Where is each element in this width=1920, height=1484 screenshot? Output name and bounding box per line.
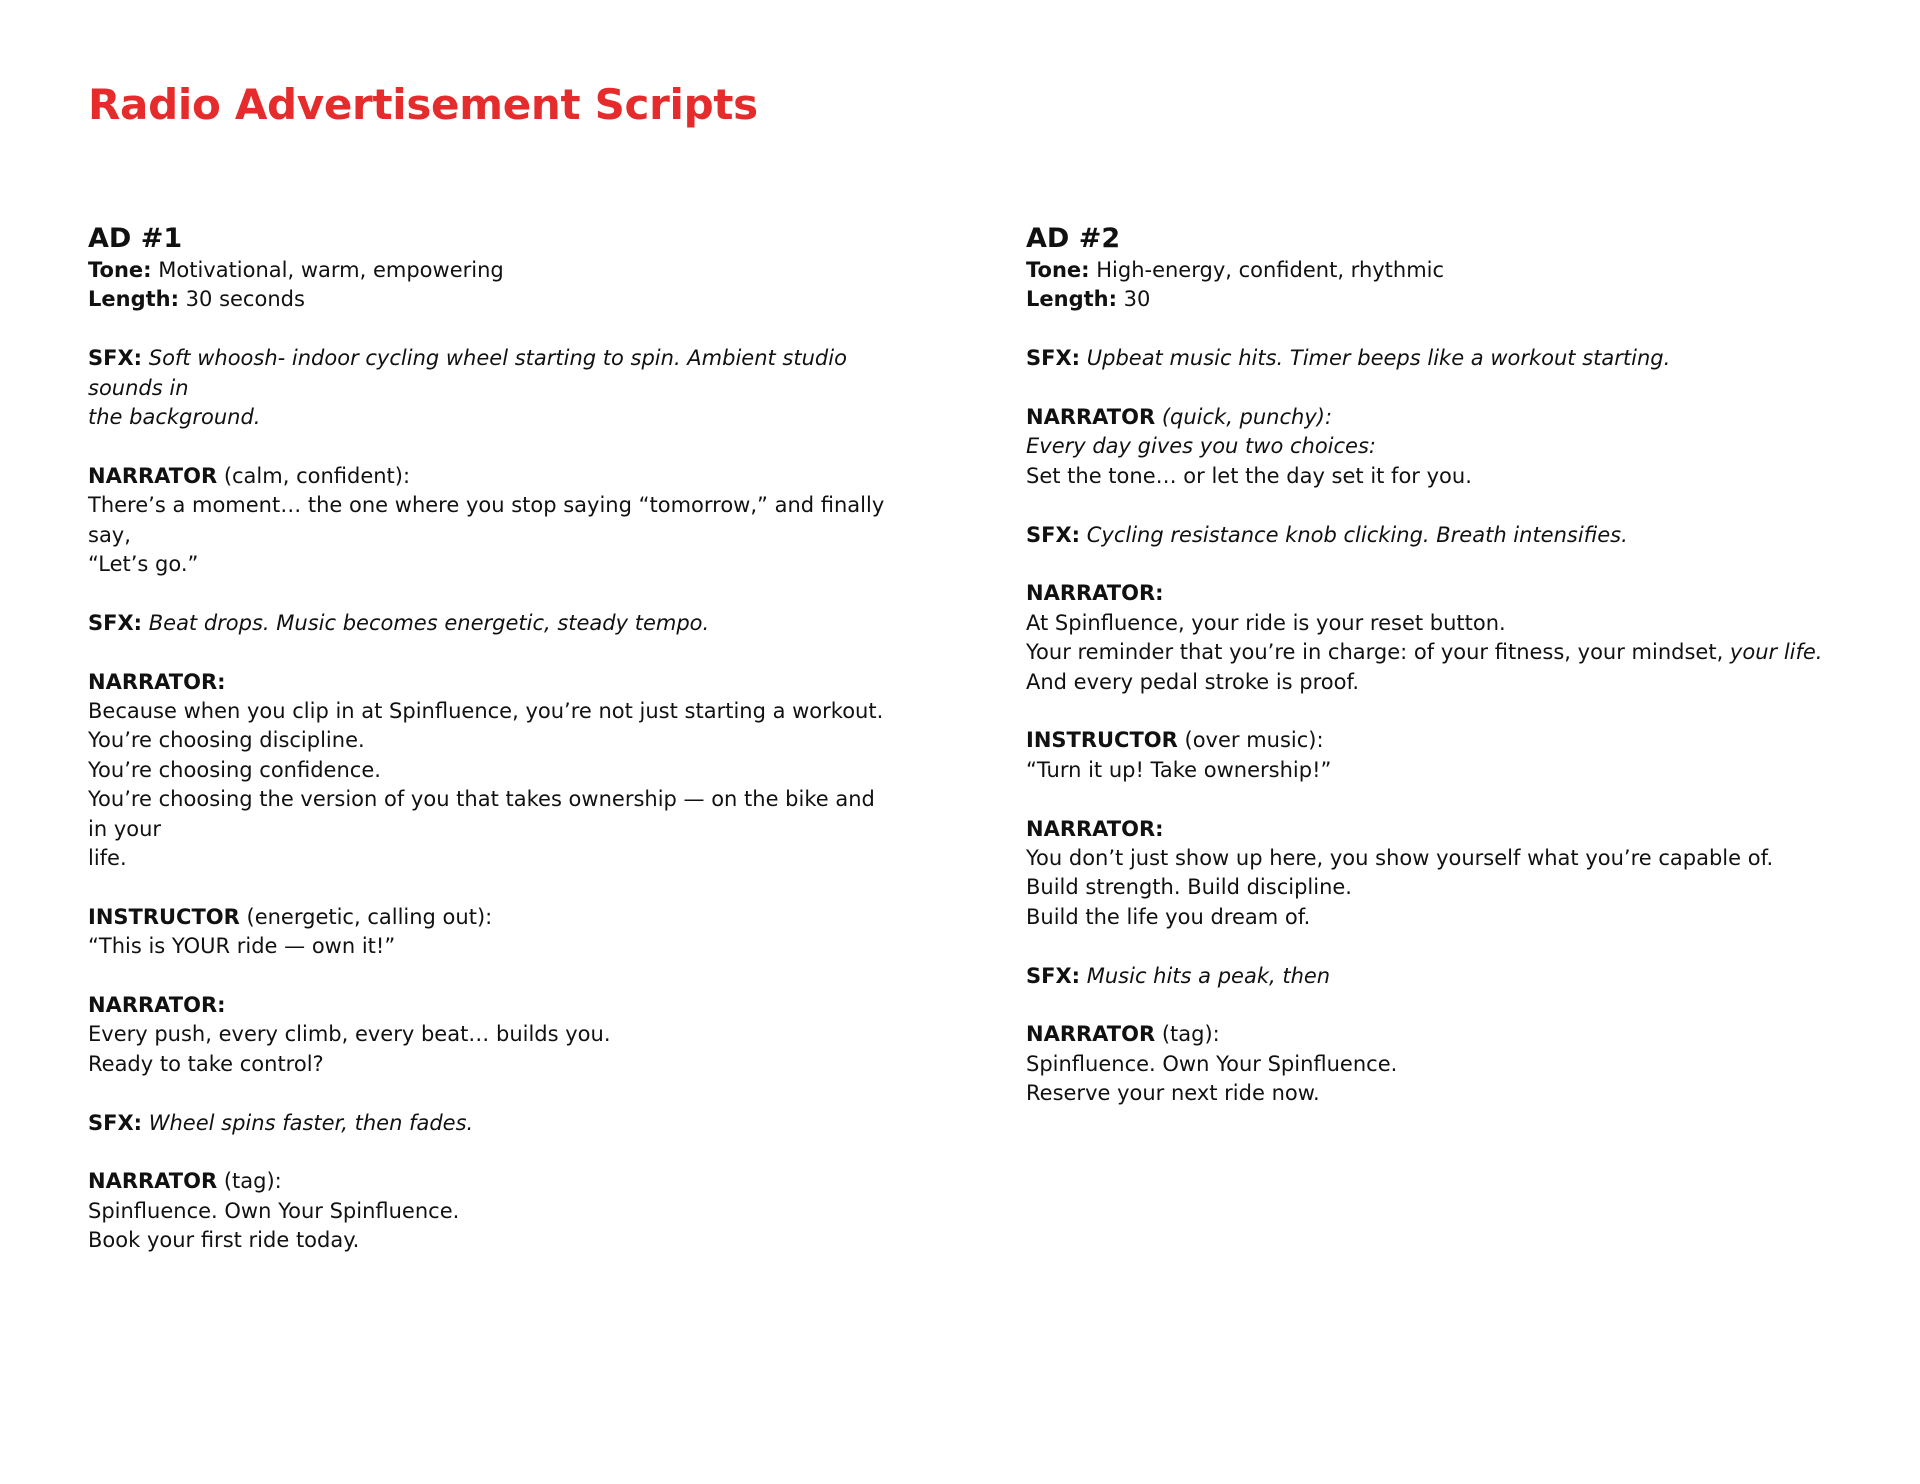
script-line: Build the life you dream of.: [1026, 904, 1311, 929]
ad-1-script: [88, 222, 888, 1256]
script-line: Spinfluence. Own Your Spinfluence.: [88, 1198, 460, 1223]
script-line: Reserve your next ride now.: [1026, 1081, 1320, 1106]
sfx-label: SFX:: [1026, 346, 1081, 371]
ad-2-narrator-tag-cue: [1026, 1020, 1826, 1049]
narrator-label: NARRATOR: [88, 463, 218, 488]
length-value: 30: [1117, 287, 1151, 312]
ad-2-body: [1026, 256, 1826, 1109]
ad-1-sfx-1: [88, 344, 888, 403]
sfx-text: Upbeat music hits. Timer beeps like a workout starting.: [1080, 346, 1671, 371]
narrator-direction: (quick, punchy):: [1155, 405, 1333, 429]
page-title: Radio Advertisement Scripts: [88, 80, 758, 129]
script-line: Book your first ride today.: [88, 1228, 360, 1253]
sfx-text-continued: the background.: [88, 405, 261, 430]
ad-1-instructor-cue: [88, 903, 888, 932]
ad-2-heading: AD #2: [1026, 223, 1121, 254]
ad-1-narrator-tag-cue: [88, 1167, 888, 1196]
script-line: You’re choosing confidence.: [88, 757, 381, 782]
script-line: And every pedal stroke is proof.: [1026, 669, 1360, 694]
length-label: Length:: [88, 287, 179, 312]
script-line: “This is YOUR ride — own it!”: [88, 934, 396, 959]
narrator-direction: (tag):: [1155, 1022, 1220, 1047]
script-line: You’re choosing the version of you that takes ownership — on the bike and in your: [88, 787, 875, 841]
ad-2-sfx-2: [1026, 521, 1826, 550]
ad-2-tone: [1026, 256, 1826, 285]
ad-1-narrator-1-cue: [88, 462, 888, 491]
script-line: life.: [88, 846, 127, 871]
script-line: Ready to take control?: [88, 1051, 324, 1076]
sfx-text: Soft whoosh- indoor cycling wheel starting to spin. Ambient studio sounds in: [88, 346, 847, 400]
sfx-text: Beat drops. Music becomes energetic, steady tempo.: [142, 610, 710, 635]
ad-2-sfx-1: [1026, 344, 1826, 373]
script-line: Spinfluence. Own Your Spinfluence.: [1026, 1051, 1398, 1076]
sfx-label: SFX:: [88, 610, 143, 635]
ad-2-script: [1026, 222, 1826, 1109]
script-line: You don’t just show up here, you show yourself what you’re capable of.: [1026, 846, 1774, 871]
narrator-label: NARRATOR: [1026, 405, 1156, 429]
instructor-label: INSTRUCTOR: [1026, 728, 1178, 753]
script-line: Because when you clip in at Spinfluence, you’re not just starting a workout.: [88, 699, 884, 724]
ad-2-narrator-1-cue: [1026, 403, 1826, 432]
narrator-direction: (calm, confident):: [217, 463, 411, 488]
tone-label: Tone:: [88, 258, 152, 282]
narrator-label: NARRATOR: [88, 1169, 218, 1194]
narrator-label: NARRATOR:: [1026, 581, 1164, 606]
ad-1-sfx-2: [88, 609, 888, 638]
script-line: Build strength. Build discipline.: [1026, 875, 1352, 900]
instructor-direction: (energetic, calling out):: [239, 904, 493, 929]
ad-2-sfx-3: [1026, 962, 1826, 991]
sfx-label: SFX:: [88, 346, 143, 371]
tone-value: Motivational, warm, empowering: [151, 258, 504, 282]
script-line: Set the tone… or let the day set it for you.: [1026, 463, 1472, 488]
tone-value: High-energy, confident, rhythmic: [1089, 258, 1445, 282]
script-line: At Spinfluence, your ride is your reset button.: [1026, 610, 1506, 635]
narrator-label: NARRATOR:: [1026, 816, 1164, 841]
length-value: 30 seconds: [179, 287, 305, 312]
instructor-label: INSTRUCTOR: [88, 904, 240, 929]
ad-2-length: [1026, 285, 1826, 314]
sfx-label: SFX:: [1026, 522, 1081, 547]
script-line: Every day gives you two choices:: [1026, 434, 1376, 459]
ad-1-sfx-3: [88, 1109, 888, 1138]
ad-2-instructor-cue: [1026, 726, 1826, 755]
sfx-text: Cycling resistance knob clicking. Breath intensifies.: [1080, 522, 1628, 547]
sfx-label: SFX:: [88, 1110, 143, 1135]
script-emphasis: your life.: [1729, 640, 1823, 665]
ad-1-body: [88, 256, 888, 1256]
sfx-text: Wheel spins faster, then fades.: [142, 1110, 474, 1135]
sfx-label: SFX:: [1026, 963, 1081, 988]
tone-label: Tone:: [1026, 258, 1090, 282]
script-line-with-emphasis: [1026, 638, 1826, 667]
script-line: “Turn it up! Take ownership!”: [1026, 757, 1332, 782]
script-line: “Let’s go.”: [88, 552, 199, 577]
sfx-text: Music hits a peak, then: [1080, 963, 1331, 988]
script-line: There’s a moment… the one where you stop saying “tomorrow,” and finally say,: [88, 493, 885, 547]
narrator-label: NARRATOR:: [88, 993, 226, 1018]
length-label: Length:: [1026, 287, 1117, 312]
script-line: Every push, every climb, every beat… builds you.: [88, 1022, 611, 1047]
ad-1-heading: AD #1: [88, 223, 183, 254]
narrator-label: NARRATOR: [1026, 1022, 1156, 1047]
ad-1-length: [88, 285, 888, 314]
narrator-direction: (tag):: [217, 1169, 282, 1194]
script-line: You’re choosing discipline.: [88, 728, 365, 753]
instructor-direction: (over music):: [1177, 728, 1324, 753]
script-text: Your reminder that you’re in charge: of your fitness, your mindset,: [1026, 640, 1730, 665]
ad-1-tone: [88, 256, 888, 285]
narrator-label: NARRATOR:: [88, 669, 226, 694]
